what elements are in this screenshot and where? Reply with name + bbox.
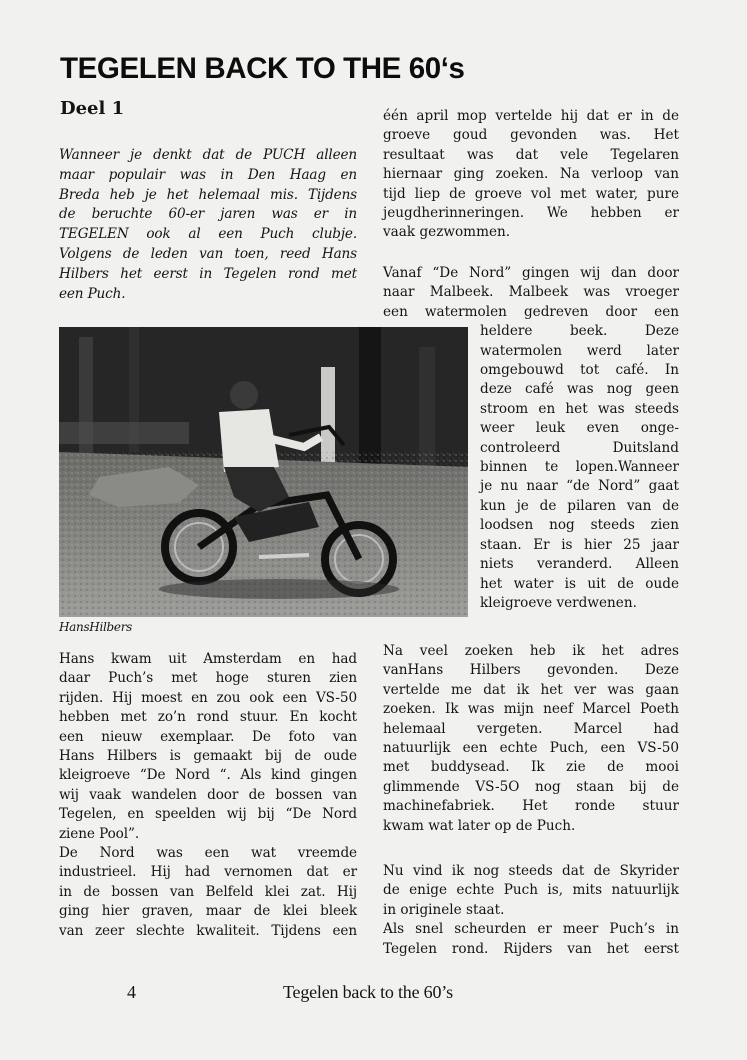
text-line: ging hier graven, maar de klei bleek (59, 903, 357, 920)
text-line: het water is uit de oude (480, 575, 679, 592)
text-line: een watermolen gedreven door een (383, 303, 679, 320)
text-line: kleigroeve “De Nord “. Als kind gingen (59, 767, 357, 784)
article-title: TEGELEN BACK TO THE 60‘s (60, 52, 465, 85)
text-line: naar Malbeek. Malbeek was vroeger (383, 284, 679, 301)
text-line: TEGELEN ook al een Puch clubje. (59, 226, 357, 243)
text-line: de beruchte 60-er jaren was er in (59, 206, 357, 223)
text-line: Hilbers het eerst in Tegelen rond met (59, 265, 357, 282)
text-line: staan. Er is hier 25 jaar (480, 536, 679, 553)
text-line: rijden. Hij moest en zou ook een VS-50 (59, 689, 357, 706)
text-line: stroom en het was steeds (480, 400, 679, 417)
left-body-text (59, 650, 357, 941)
text-line: ziene Pool”. (59, 825, 140, 842)
text-line: een nieuw exemplaar. De foto van (59, 728, 357, 745)
text-line: jeugdherinneringen. We hebben er (383, 205, 679, 222)
right-body-text-3 (383, 642, 679, 836)
text-line: je nu naar “de Nord” gaat (480, 478, 679, 495)
text-line: Als snel scheurden er meer Puch’s in (383, 921, 679, 938)
text-line: hebben met zo’n rond stuur. En kocht (59, 709, 357, 726)
text-line: watermolen werd later (480, 342, 679, 359)
text-line: Nu vind ik nog steeds dat de Skyrider (383, 863, 679, 879)
text-line: niets veranderd. Alleen (480, 556, 679, 573)
text-line: Tegelen rond. Rijders van het eerst (383, 940, 679, 957)
text-line: Tegelen, en speelden wij bij “De Nord (59, 806, 357, 823)
text-line: vertelde me dat ik het ver was gaan (383, 681, 679, 698)
wrapped-text (480, 322, 679, 613)
page-number: 4 (127, 982, 136, 1002)
photo-caption: HansHilbers (59, 620, 133, 634)
text-line: kun je de pilaren van de (480, 497, 679, 514)
text-line: resultaat was dat vele Tegelaren (383, 146, 679, 163)
text-line: heldere beek. Deze (480, 323, 679, 340)
text-line: zoeken. Ik was mijn neef Marcel Poeth (383, 701, 679, 718)
text-line: controleerd Duitsland (480, 439, 679, 456)
text-line: Volgens de leden van toen, reed Hans (59, 245, 357, 262)
text-line: met buddysead. Ik zie de mooi (383, 759, 679, 776)
text-line: industrieel. Hij had vernomen dat er (59, 864, 357, 881)
text-line: De Nord was een wat vreemde (59, 845, 357, 862)
text-line: helemaal vergeten. Marcel had (383, 720, 679, 737)
text-line: Hans kwam uit Amsterdam en had (59, 651, 357, 667)
text-line: in de bossen van Belfeld klei zat. Hij (59, 883, 357, 900)
text-line: tijd liep de groeve vol met water, pure (383, 185, 679, 202)
text-line: Na veel zoeken heb ik het adres (383, 643, 679, 659)
text-line: hiernaar ging zoeken. Na verloop van (383, 166, 679, 183)
text-line: daar Puch’s met hoge sturen zien (59, 670, 357, 687)
text-line: natuurlijk een echte Puch, een VS-50 (383, 740, 679, 757)
right-body-text-4 (383, 862, 679, 959)
text-line: kleigroeve verdwenen. (480, 594, 637, 611)
text-line: in originele staat. (383, 901, 505, 918)
text-line: een Puch. (59, 285, 126, 302)
text-line: wij vaak wandelen door de bossen van (59, 786, 357, 803)
text-line: vaak gezwommen. (383, 224, 511, 241)
text-line: groeve goud gevonden was. Het (383, 127, 679, 144)
running-footer-title: Tegelen back to the 60’s (283, 982, 453, 1002)
text-line: deze café was nog geen (480, 381, 679, 398)
right-body-text-1 (383, 107, 679, 243)
intro-paragraph (59, 146, 357, 304)
text-line: machinefabriek. Het ronde stuur (383, 798, 679, 815)
text-line: kwam wat later op de Puch. (383, 817, 576, 834)
text-line: maar populair was in Den Haag en (59, 166, 357, 183)
text-line: vanHans Hilbers gevonden. Deze (383, 662, 679, 679)
right-body-text-2 (383, 264, 679, 613)
text-line: weer leuk even onge- (480, 420, 679, 437)
text-line: glimmende VS-5O nog staan bij de (383, 778, 679, 795)
text-line: Hans Hilbers is gemaakt bij de oude (59, 748, 357, 765)
text-line: Wanneer je denkt dat de PUCH alleen (59, 147, 357, 163)
text-line: van zeer slechte kwaliteit. Tijdens een (59, 922, 357, 939)
text-line: Breda heb je het helemaal mis. Tijdens (59, 186, 357, 203)
text-line: Vanaf “De Nord” gingen wij dan door (383, 265, 679, 281)
text-line: één april mop vertelde hij dat er in de (383, 108, 679, 124)
text-line: omgebouwd tot café. In (480, 362, 679, 379)
text-line: binnen te lopen.Wanneer (480, 459, 679, 476)
text-line: de enige echte Puch is, mits natuurlijk (383, 882, 679, 899)
article-subtitle: Deel 1 (60, 98, 125, 119)
text-line: loodsen nog steeds zien (480, 517, 679, 534)
